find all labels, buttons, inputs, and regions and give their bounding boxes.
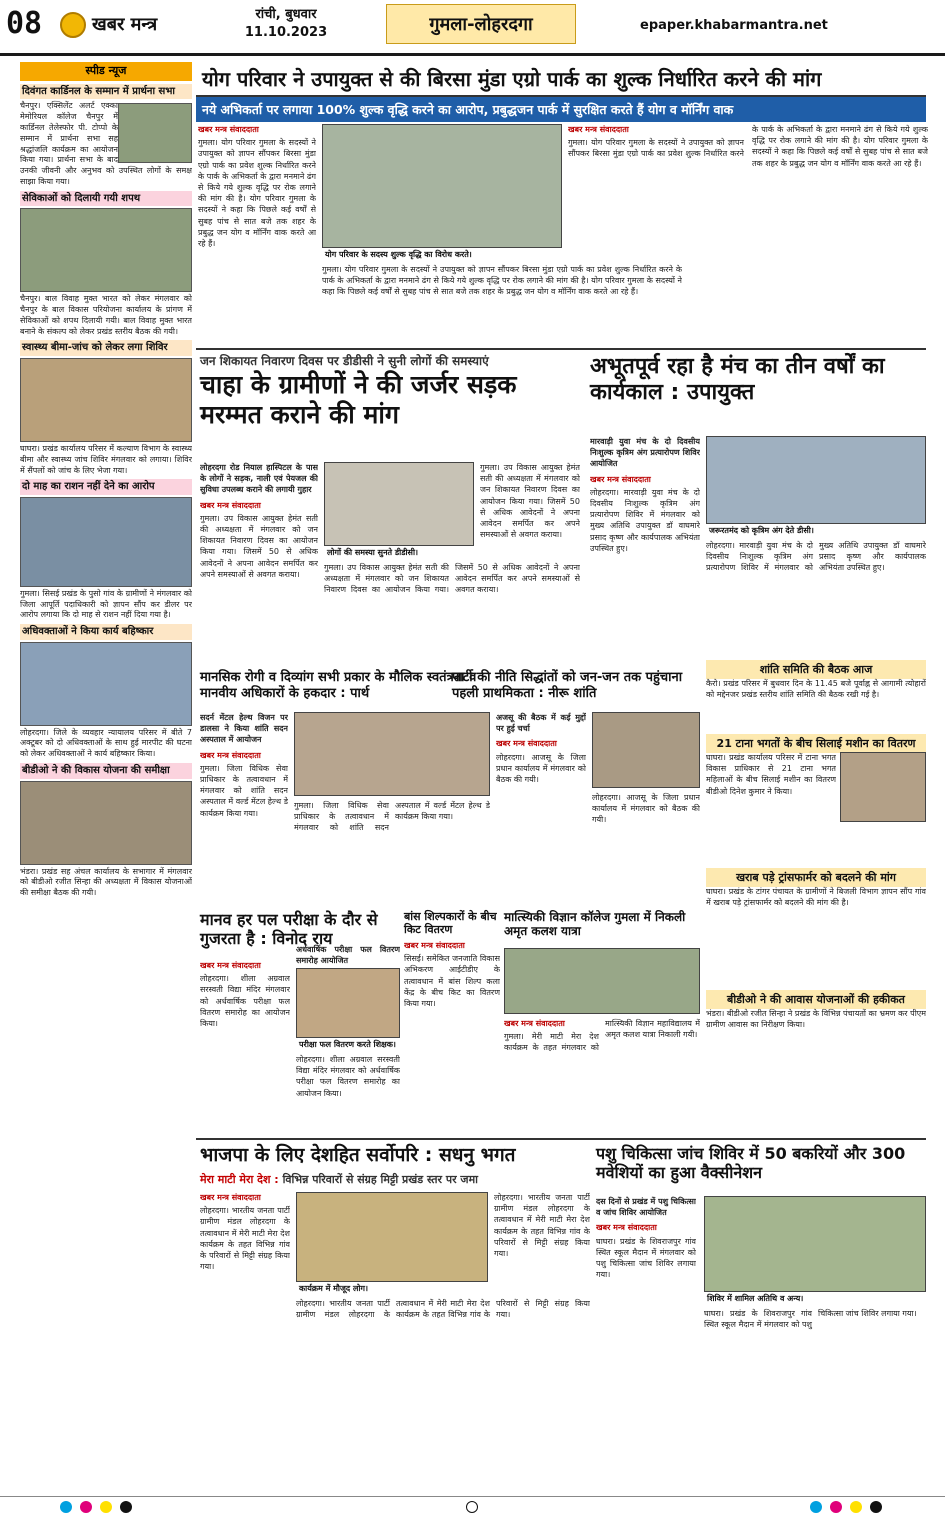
color-mark-icon bbox=[120, 1501, 132, 1513]
byline: खबर मन्त्र संवाददाता bbox=[496, 739, 557, 749]
story13-photo bbox=[296, 1192, 488, 1282]
lead-text-continued: गुमला। योग परिवार गुमला के सदस्यों ने उपायुक्त को ज्ञापन सौंपकर बिरसा मुंडा एग्रो पार्क का प्रवेश शुल्क निर्धारित करने के पार्क के अभिकर्ता के द्वारा मनमाने ढंग से किये गये शुल्क वृद्धि पर रोक लगाने की मांग की है। योग परिवार गुमला के सदस्यों ने कहा कि पिछले कई वर्षों से सुबह पांच से सात बजे तक शहर के प्रबुद्ध जन योग व मॉर्निंग वाक करते आ रहे हैं। bbox=[322, 265, 682, 297]
byline: खबर मन्त्र संवाददाता bbox=[504, 1019, 565, 1028]
story5-text: लोहरदगा। आजसू के जिला प्रधान कार्यालय में मंगलवार को बैठक की गयी। bbox=[592, 793, 700, 825]
story2-bullet: लोहरदगा रोड नियाल हास्पिटल के पास के लोगों ने सड़क, नाली एवं पेयजल की सुविधा उपलब्ध कराने की लगायी गुहार bbox=[200, 463, 318, 495]
story12-body bbox=[504, 1018, 700, 1134]
story2-headline: चाहा के ग्रामीणों ने की जर्जर सड़क मरम्मत कराने की मांग bbox=[200, 370, 517, 429]
story14-text: घाघरा। प्रखंड के शिवराजपुर गांव स्थित स्कूल मैदान में मंगलवार को पशु चिकित्सा जांच शिविर लगाया गया। bbox=[704, 1309, 917, 1330]
story12-text: गुमला। मेरी माटी मेरा देश कार्यक्रम के तहत मंगलवार को मात्स्यिकी विज्ञान महाविद्यालय में अमृत कलश यात्रा निकाली गयी। bbox=[504, 1019, 700, 1053]
story12-photo bbox=[504, 948, 700, 1014]
story7-title: 21 टाना भगतों के बीच सिलाई मशीन का वितरण bbox=[706, 734, 926, 753]
story13-headline: भाजपा के लिए देशहित सर्वोपरि : सधनु भगत bbox=[200, 1144, 516, 1166]
story3-bullet: मारवाड़ी युवा मंच के दो दिवसीय निःशुल्क कृत्रिम अंग प्रत्यारोपण शिविर आयोजित bbox=[590, 437, 700, 469]
byline: खबर मन्त्र संवाददाता bbox=[198, 125, 259, 134]
story5-bullet: अजसू की बैठक में कई मुद्दों पर हुई चर्चा bbox=[496, 713, 586, 734]
page-number: 08 bbox=[6, 6, 43, 41]
story10-caption: परीक्षा फल वितरण करते शिक्षक। bbox=[296, 1038, 400, 1051]
lead-headline: योग परिवार ने उपायुक्त से की बिरसा मुंडा एग्रो पार्क का शुल्क निर्धारित करने की मांग bbox=[196, 62, 926, 97]
left-item-title: स्वास्थ्य बीमा-जांच को लेकर लगा शिविर bbox=[20, 340, 192, 356]
story6-body bbox=[706, 678, 926, 730]
story13-body-cont bbox=[296, 1298, 590, 1492]
story14-bullet: दस दिनों से प्रखंड में पशु चिकित्सा व जांच शिविर आयोजित bbox=[596, 1197, 696, 1218]
news-photo bbox=[20, 497, 192, 587]
story4-body bbox=[200, 712, 288, 902]
left-news-column bbox=[20, 62, 192, 1492]
byline: खबर मन्त्र संवाददाता bbox=[200, 961, 261, 970]
story13-body bbox=[200, 1192, 290, 1492]
lead-text: गुमला। योग परिवार गुमला के सदस्यों ने उपायुक्त को ज्ञापन सौंपकर बिरसा मुंडा एग्रो पार्क का प्रवेश शुल्क निर्धारित करने के पार्क के अभिकर्ता के द्वारा मनमाने ढंग से किये गये शुल्क वृद्धि पर रोक लगाने की मांग की है। योग परिवार गुमला के सदस्यों ने कहा कि पिछले कई वर्षों से सुबह पांच से सात बजे तक शहर के प्रबुद्ध जन योग व मॉर्निंग वाक करते आ रहे हैं। bbox=[198, 138, 316, 248]
story7-photo bbox=[840, 752, 926, 822]
story3-headline: अभूतपूर्व रहा है मंच का तीन वर्षों का कार्यकाल : उपायुक्त bbox=[590, 354, 885, 406]
story11-headline: बांस शिल्पकारों के बीच किट वितरण bbox=[404, 910, 497, 937]
story2-body-cont bbox=[324, 562, 580, 660]
left-item-title: अधिवक्ताओं ने किया कार्य बहिष्कार bbox=[20, 624, 192, 640]
story12-headline: मात्स्यिकी विज्ञान कॉलेज गुमला में निकली अमृत कलश यात्रा bbox=[504, 910, 686, 939]
city-day: रांची, बुधवार bbox=[255, 7, 317, 22]
story2-kicker: जन शिकायत निवारण दिवस पर डीडीसी ने सुनी लोगों की समस्याएं bbox=[200, 354, 489, 368]
story5-photo bbox=[592, 712, 700, 788]
story14-body bbox=[596, 1196, 696, 1496]
story11-body bbox=[404, 940, 500, 1134]
byline: खबर मन्त्र संवाददाता bbox=[200, 1193, 261, 1202]
print-footer bbox=[0, 1496, 945, 1517]
color-mark-icon bbox=[80, 1501, 92, 1513]
story5-text: लोहरदगा। आजसू के जिला प्रधान कार्यालय में मंगलवार को बैठक की गयी। bbox=[496, 752, 586, 784]
news-photo bbox=[20, 208, 192, 292]
lead-photo bbox=[322, 124, 562, 248]
story11-text: सिसई। समेकित जनजाति विकास अभिकरण आईटीडीए के तत्वावधान में बांस शिल्प कला केंद्र के बीच किट का वितरण किया गया। bbox=[404, 954, 500, 1008]
divider bbox=[196, 1138, 926, 1140]
story13-text: लोहरदगा। भारतीय जनता पार्टी ग्रामीण मंडल लोहरदगा के तत्वावधान में मेरी माटी मेरा देश कार्यक्रम के तहत विभिन्न गांव के परिवारों से मिट्टी संग्रह किया गया। bbox=[296, 1299, 590, 1320]
left-item-text: भंडरा। प्रखंड सह अंचल कार्यालय के सभागार में मंगलवार को बीडीओ रजीत सिन्हा की अध्यक्षता में विकास योजनाओं की समीक्षा बैठक की गयी। bbox=[20, 866, 192, 898]
color-mark-icon bbox=[100, 1501, 112, 1513]
left-item-title: दिवंगत कार्डिनल के सम्मान में प्रार्थना सभा bbox=[20, 84, 192, 100]
byline: खबर मन्त्र संवाददाता bbox=[590, 474, 651, 484]
story8-text: घाघरा। प्रखंड के टांगर पंचायत के ग्रामीणों ने बिजली विभाग ज्ञापन सौंप गांव में खराब पड़े ट्रांसफार्मर को बदलने की मांग की है। bbox=[706, 887, 926, 908]
story2-text: गुमला। उप विकास आयुक्त हेमंत सती की अध्यक्षता में मंगलवार को जन शिकायत निवारण दिवस का आयोजन किया गया। जिसमें 50 से अधिक आवेदनों ने अपना आवेदन समर्पित कर अपने समस्याओं से अवगत कराया। bbox=[200, 513, 318, 579]
story10-body bbox=[200, 960, 290, 1135]
masthead bbox=[0, 0, 945, 56]
color-mark-icon bbox=[810, 1501, 822, 1513]
divider bbox=[196, 348, 926, 350]
story4-photo bbox=[294, 712, 490, 796]
story10-text: लोहरदगा। शीला अग्रवाल सरस्वती विद्या मंदिर मंगलवार को अर्धवार्षिक परीक्षा फल वितरण समारोह का आयोजन किया। bbox=[296, 1055, 400, 1098]
registration-mark-icon bbox=[466, 1501, 478, 1513]
left-item-text: चैनपुर। बाल विवाह मुक्त भारत को लेकर मंगलवार को चैनपुर के बाल विकास परियोजना कार्यालय के प्रांगण में सेविकाओं को शपथ दिलायी गयी। बाल विवाह मुक्त भारत बनाने के संकल्प को लेकर प्रखंड स्तरीय बैठक की गयी। bbox=[20, 294, 192, 336]
story13-text: लोहरदगा। भारतीय जनता पार्टी ग्रामीण मंडल लोहरदगा के तत्वावधान में मेरी माटी मेरा देश कार्यक्रम के तहत विभिन्न गांव के परिवारों से मिट्टी संग्रह किया गया। bbox=[494, 1193, 590, 1258]
story7-body bbox=[706, 752, 836, 862]
story2-photo bbox=[324, 462, 474, 546]
story3-body-cont bbox=[706, 540, 926, 658]
lead-subhead: नये अभिकर्ता पर लगाया 100% शुल्क वृद्धि करने का आरोप, प्रबुद्धजन पार्क में सुरक्षित करते हैं योग व मॉर्निंग वाक bbox=[196, 97, 926, 122]
story4-bullet: सदर्न मेंटल हेल्थ विजन पर डालसा ने किया शांति सदन अस्पताल में आयोजन bbox=[200, 713, 288, 745]
news-photo bbox=[20, 358, 192, 442]
story5-body-cont bbox=[592, 792, 700, 902]
byline: खबर मन्त्र संवाददाता bbox=[596, 1223, 657, 1233]
story14-photo bbox=[704, 1196, 926, 1292]
story3-text: लोहरदगा। मारवाड़ी युवा मंच के दो दिवसीय निःशुल्क कृत्रिम अंग प्रत्यारोपण शिविर में मंगलवार को मुख्य अतिथि उपायुक्त डॉ वाघमारे प्रसाद कृष्ण और कार्यपालक अभियंता उपस्थित हुए। bbox=[706, 541, 926, 573]
byline: खबर मन्त्र संवाददाता bbox=[200, 500, 261, 510]
story2-caption: लोगों की समस्या सुनते डीडीसी। bbox=[324, 546, 474, 559]
dateline bbox=[236, 6, 336, 41]
story4-body-cont bbox=[294, 800, 490, 902]
color-mark-icon bbox=[870, 1501, 882, 1513]
story5-headline: पार्टी की नीति सिद्धांतों को जन-जन तक पहुंचाना पहली प्राथमिकता : नीरू शांति bbox=[452, 670, 683, 701]
section-title: गुमला-लोहरदगा bbox=[386, 4, 576, 44]
story13-kicker-red: मेरा माटी मेरा देश : bbox=[200, 1173, 279, 1186]
story10-photo bbox=[296, 968, 400, 1038]
lead-side-text: गुमला। योग परिवार गुमला के सदस्यों ने उपायुक्त को ज्ञापन सौंपकर बिरसा मुंडा एग्रो पार्क का प्रवेश शुल्क निर्धारित करने के पार्क के अभिकर्ता के द्वारा मनमाने ढंग से किये गये शुल्क वृद्धि पर रोक लगाने की मांग की है। योग परिवार गुमला के सदस्यों ने कहा कि पिछले कई वर्षों से सुबह पांच से सात बजे तक शहर के प्रबुद्ध जन योग व मॉर्निंग वाक करते आ रहे हैं। bbox=[568, 125, 928, 168]
story13-kicker: विभिन्न परिवारों से संग्रह मिट्टी प्रखंड स्तर पर जमा bbox=[282, 1173, 479, 1186]
brand-name: खबर मन्त्र bbox=[92, 14, 158, 35]
story14-headline: पशु चिकित्सा जांच शिविर में 50 बकरियों और 300 मवेशियों का हुआ वैक्सीनेशन bbox=[596, 1144, 906, 1183]
story9-text: भंडरा। बीडीओ रजीत सिन्हा ने प्रखंड के विभिन्न पंचायतों का भ्रमण कर पीएम ग्रामीण आवास का निरीक्षण किया। bbox=[706, 1009, 926, 1030]
story2-body bbox=[200, 462, 318, 662]
story10-body-cont bbox=[296, 1054, 400, 1134]
byline: खबर मन्त्र संवाददाता bbox=[200, 750, 261, 760]
story6-title: शांति समिति की बैठक आज bbox=[706, 660, 926, 679]
story13-caption: कार्यक्रम में मौजूद लोग। bbox=[296, 1282, 488, 1295]
issue-date: 11.10.2023 bbox=[244, 24, 328, 40]
story13-side bbox=[494, 1192, 590, 1296]
story6-text: कैरो। प्रखंड परिसर में बुधवार दिन के 11.45 बजे पूर्वाह्न से आगामी त्योहारों को मद्देनजर प्रखंड स्तरीय शांति समिति की बैठक रखी गई है। bbox=[706, 679, 926, 700]
story13-kicker-line bbox=[200, 1172, 590, 1187]
lead-caption: योग परिवार के सदस्य शुल्क वृद्धि का विरोध करते। bbox=[322, 248, 562, 261]
left-item-text: चैनपुर। एक्सिलेंट अलर्ट एक्का मेमोरियल कॉलेज चैनपुर में कार्डिनल तेलेस्फोर पी. टोप्पो के सम्मान में प्रार्थना सभा सह श्रद्धांजलि कार्यक्रम का आयोजन किया गया। प्रार्थना सभा के बाद उनकी जीवनी और अनुभव को उपस्थित लोगों के समक्ष साझा किया गया। bbox=[20, 101, 192, 186]
story13-text: लोहरदगा। भारतीय जनता पार्टी ग्रामीण मंडल लोहरदगा के तत्वावधान में मेरी माटी मेरा देश कार्यक्रम के तहत विभिन्न गांव के परिवारों से मिट्टी संग्रह किया गया। bbox=[200, 1206, 290, 1272]
story7-text: घाघरा। प्रखंड कार्यालय परिसर में टाना भगत विकास प्राधिकार से 21 टाना भगत महिलाओं के बीच सिलाई मशीन का वितरण बीडीओ दिनेश कुमार ने किया। bbox=[706, 753, 836, 796]
brand-logo-icon bbox=[60, 12, 86, 38]
story9-title: बीडीओ ने की आवास योजनाओं की हकीकत bbox=[706, 990, 926, 1009]
story8-body bbox=[706, 886, 926, 986]
story2-text: गुमला। उप विकास आयुक्त हेमंत सती की अध्यक्षता में मंगलवार को जन शिकायत निवारण दिवस का आयोजन किया गया। जिसमें 50 से अधिक आवेदनों ने अपना आवेदन समर्पित कर अपने समस्याओं से अवगत कराया। bbox=[480, 463, 580, 540]
story4-text: गुमला। जिला विधिक सेवा प्राधिकार के तत्वावधान में मंगलवार को शांति सदन अस्पताल में वर्ल्ड मेंटल हेल्थ डे कार्यक्रम किया गया। bbox=[294, 801, 490, 833]
byline: खबर मन्त्र संवाददाता bbox=[404, 941, 465, 950]
left-item-title: दो माह का राशन नहीं देने का आरोप bbox=[20, 479, 192, 495]
story14-body-cont bbox=[704, 1308, 926, 1494]
story2-side bbox=[480, 462, 580, 560]
story3-body bbox=[590, 436, 700, 656]
story3-caption: जरूरतमंद को कृत्रिम अंग देते डीसी। bbox=[706, 524, 926, 537]
story14-text: घाघरा। प्रखंड के शिवराजपुर गांव स्थित स्कूल मैदान में मंगलवार को पशु चिकित्सा जांच शिविर लगाया गया। bbox=[596, 1236, 696, 1280]
news-photo bbox=[20, 642, 192, 726]
story10-headline: मानव हर पल परीक्षा के दौर से गुजरता है : विनोद राय bbox=[200, 910, 378, 949]
lead-body-continued bbox=[322, 264, 682, 346]
left-item-text: गुमला। सिसई प्रखंड के पुसो गांव के ग्रामीणों ने मंगलवार को जिला आपूर्ति पदाधिकारी को ज्ञापन सौंप कर डीलर पर आरोप लगाया कि दो माह से राशन नहीं दिया गया है। bbox=[20, 588, 192, 620]
story3-photo bbox=[706, 436, 926, 524]
lead-body bbox=[198, 124, 316, 344]
story10-bullet: अर्धवार्षिक परीक्षा फल वितरण समारोह आयोजित bbox=[296, 945, 400, 966]
left-item-text: लोहरदगा। जिले के व्यवहार न्यायालय परिसर में बीते 7 अक्टूबर को दो अधिवक्ताओं के साथ हुई मारपीट की घटना को लेकर अधिवक्ताओं ने कार्य बहिष्कार किया। bbox=[20, 727, 192, 759]
left-item-text: घाघरा। प्रखंड कार्यालय परिसर में कल्याण विभाग के स्वास्थ्य बीमा और स्वास्थ्य जांच शिविर मंगलवार को लगाया। शिविर में सैंपलों को जांच के लिए भेजा गया। bbox=[20, 443, 192, 475]
left-item-title: सेविकाओं को दिलायी गयी शपथ bbox=[20, 191, 192, 207]
story8-title: खराब पड़े ट्रांसफार्मर को बदलने की मांग bbox=[706, 868, 926, 887]
lead-story-banner bbox=[196, 62, 926, 122]
story3-text: लोहरदगा। मारवाड़ी युवा मंच के दो दिवसीय निःशुल्क कृत्रिम अंग प्रत्यारोपण शिविर में मंगलवार को मुख्य अतिथि उपायुक्त डॉ वाघमारे प्रसाद कृष्ण और कार्यपालक अभियंता उपस्थित हुए। bbox=[590, 487, 700, 553]
story2-text: गुमला। उप विकास आयुक्त हेमंत सती की अध्यक्षता में मंगलवार को जन शिकायत निवारण दिवस का आयोजन किया गया। जिसमें 50 से अधिक आवेदनों ने अपना आवेदन समर्पित कर अपने समस्याओं से अवगत कराया। bbox=[324, 563, 580, 595]
lead-side-body bbox=[568, 124, 928, 264]
story10-text: लोहरदगा। शीला अग्रवाल सरस्वती विद्या मंदिर मंगलवार को अर्धवार्षिक परीक्षा फल वितरण समारोह का आयोजन किया। bbox=[200, 974, 290, 1028]
story4-headline: मानसिक रोगी व दिव्यांग सभी प्रकार के मौलिक स्वतंत्रता व मानवीय अधिकारों के हकदार : पार्थ bbox=[200, 670, 477, 701]
speed-news-tag: स्पीड न्यूज bbox=[20, 62, 192, 81]
website-link[interactable]: epaper.khabarmantra.net bbox=[640, 18, 828, 33]
news-photo bbox=[20, 781, 192, 865]
left-item-title: बीडीओ ने की विकास योजना की समीक्षा bbox=[20, 763, 192, 779]
color-mark-icon bbox=[850, 1501, 862, 1513]
story5-body bbox=[496, 712, 586, 902]
byline: खबर मन्त्र संवाददाता bbox=[568, 125, 629, 134]
news-photo bbox=[118, 103, 192, 163]
story14-caption: शिविर में शामिल अतिथि व अन्य। bbox=[704, 1292, 926, 1305]
story4-text: गुमला। जिला विधिक सेवा प्राधिकार के तत्वावधान में मंगलवार को शांति सदन अस्पताल में वर्ल्ड मेंटल हेल्थ डे कार्यक्रम किया गया। bbox=[200, 763, 288, 818]
story9-body bbox=[706, 1008, 926, 1084]
color-mark-icon bbox=[60, 1501, 72, 1513]
color-mark-icon bbox=[830, 1501, 842, 1513]
